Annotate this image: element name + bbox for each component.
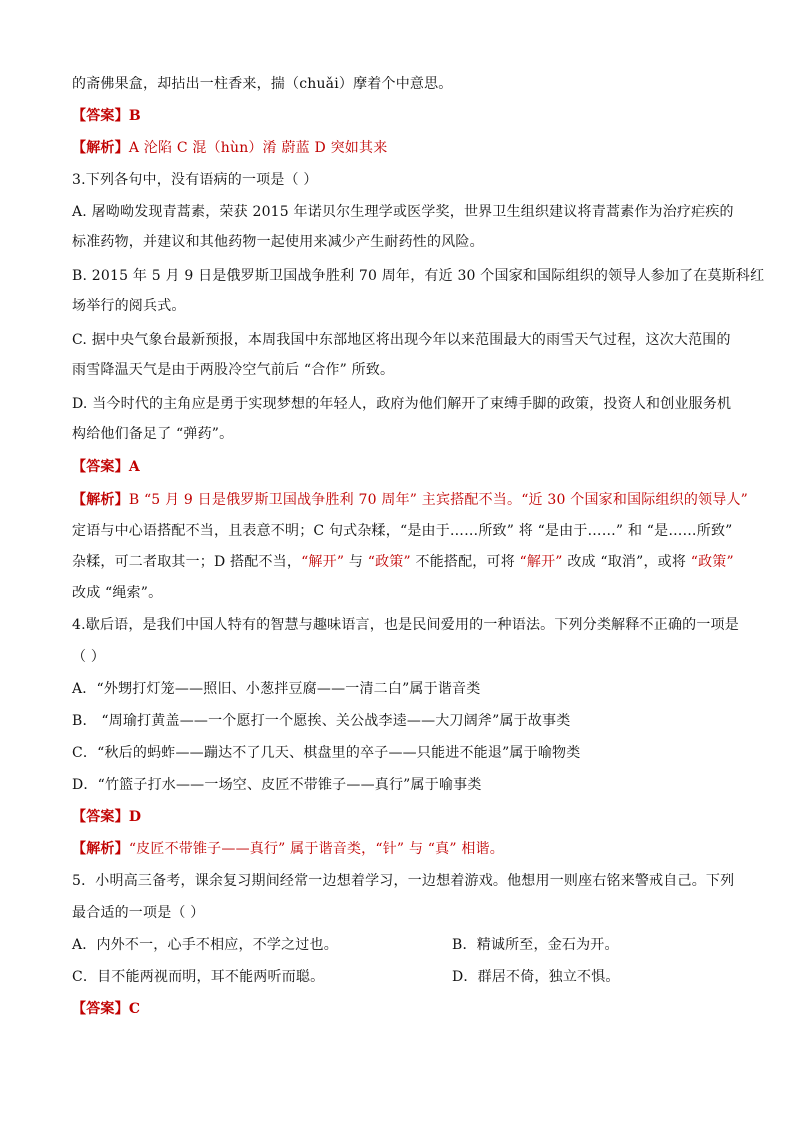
question-5-line2: 最合适的一项是（ ）: [72, 905, 205, 921]
highlight-text: “政策”: [690, 554, 734, 570]
analysis-text: “皮匠不带锥子——真行” 属于谐音类，“针” 与 “真” 相谐。: [128, 841, 504, 857]
question-4: 4.歇后语，是我们中国人特有的智慧与趣味语言，也是民间爱用的一种语法。下列分类解释不正确的一项是: [72, 617, 739, 633]
analysis-label: 【解析】: [72, 140, 129, 156]
analysis-4: [72, 839, 732, 859]
answer-value: D: [128, 809, 142, 825]
answer-5: [72, 999, 732, 1019]
option-text: 构给他们备足了 “弹药”。: [72, 426, 234, 442]
analysis-text: 与: [344, 554, 368, 570]
analysis-text: 改成 “取消”，或将: [562, 554, 691, 570]
highlight-text: “解开”: [301, 554, 345, 570]
highlight-text: “政策”: [367, 554, 411, 570]
option-row: [72, 935, 732, 955]
analysis-text: B “5 月 9 日是俄罗斯卫国战争胜利 70 周年” 主宾搭配不当。“近 30 个国家和国际组织的领导人”: [128, 492, 749, 508]
analysis-line: [72, 552, 732, 572]
analysis-text: 杂糅，可二者取其一；D 搭配不当，: [72, 554, 302, 570]
question-5: 5．小明高三备考，课余复习期间经常一边想着学习，一边想着游戏。他想用一则座右铭来警戒自己。下列: [72, 873, 735, 889]
option-text: 场举行的阅兵式。: [72, 298, 186, 314]
option-text: C．“秋后的蚂蚱——蹦达不了几天、棋盘里的卒子——只能进不能退”属于喻物类: [72, 745, 581, 761]
answer-3: [72, 457, 732, 477]
question-4-bracket: （ ）: [72, 649, 106, 665]
answer-value: B: [128, 108, 141, 124]
analysis-text: 定语与中心语搭配不当，且表意不明；C 句式杂糅，“是由于……所致” 将 “是由于……” 和 “是……所致”: [72, 523, 733, 539]
answer-label: 【答案】: [72, 1001, 129, 1017]
option-text: B．精诚所至，金石为开。: [452, 937, 619, 953]
analysis-text: 不能搭配，可将: [410, 554, 520, 570]
answer-1: [72, 106, 732, 126]
option-text: B. 2015 年 5 月 9 日是俄罗斯卫国战争胜利 70 周年，有近 30 个国家和国际组织的领导人参加了在莫斯科红: [72, 268, 765, 284]
analysis-3: [72, 490, 749, 510]
answer-value: A: [128, 459, 140, 475]
option-row: [72, 967, 732, 987]
analysis-label: 【解析】: [72, 841, 129, 857]
option-text: D．群居不倚，独立不惧。: [452, 969, 620, 985]
answer-4: [72, 807, 732, 827]
option-text: 标准药物，并建议和其他药物一起使用来减少产生耐药性的风险。: [72, 234, 484, 250]
option-text: A．内外不一，心手不相应，不学之过也。: [72, 937, 338, 953]
option-text: A. 屠呦呦发现青蒿素，荣获 2015 年诺贝尔生理学或医学奖，世界卫生组织建议将青蒿素作为治疗疟疾的: [72, 204, 734, 220]
analysis-label: 【解析】: [72, 492, 129, 508]
answer-label: 【答案】: [72, 108, 129, 124]
option-text: B． “周瑜打黄盖——一个愿打一个愿挨、关公战李逵——大刀阔斧”属于故事类: [72, 713, 571, 729]
answer-label: 【答案】: [72, 809, 129, 825]
analysis-text: 改成 “绳索”。: [72, 585, 163, 601]
option-text: A．“外甥打灯笼——照旧、小葱拌豆腐——一清二白”属于谐音类: [72, 681, 481, 697]
option-text: D. 当今时代的主角应是勇于实现梦想的年轻人，政府为他们解开了束缚手脚的政策，投资人和创业服务机: [72, 396, 732, 412]
option-text: C．目不能两视而明，耳不能两听而聪。: [72, 969, 325, 985]
question-3: 3.下列各句中，没有语病的一项是（ ）: [72, 172, 318, 188]
option-text: D．“竹篮子打水——一场空、皮匠不带锥子——真行”属于喻事类: [72, 777, 482, 793]
highlight-text: “解开”: [519, 554, 563, 570]
analysis-1: [72, 138, 732, 158]
answer-label: 【答案】: [72, 459, 129, 475]
analysis-text: A 沦陷 C 混（hùn）淆 蔚蓝 D 突如其来: [128, 140, 388, 156]
answer-value: C: [128, 1001, 141, 1017]
text-line: 的斋佛果盒，却拈出一柱香来，揣（chuǎi）摩着个中意思。: [72, 76, 453, 92]
option-text: 雨雪降温天气是由于两股冷空气前后 “合作” 所致。: [72, 362, 395, 378]
option-text: C. 据中央气象台最新预报，本周我国中东部地区将出现今年以来范围最大的雨雪天气过程，这次大范围的: [72, 332, 731, 348]
